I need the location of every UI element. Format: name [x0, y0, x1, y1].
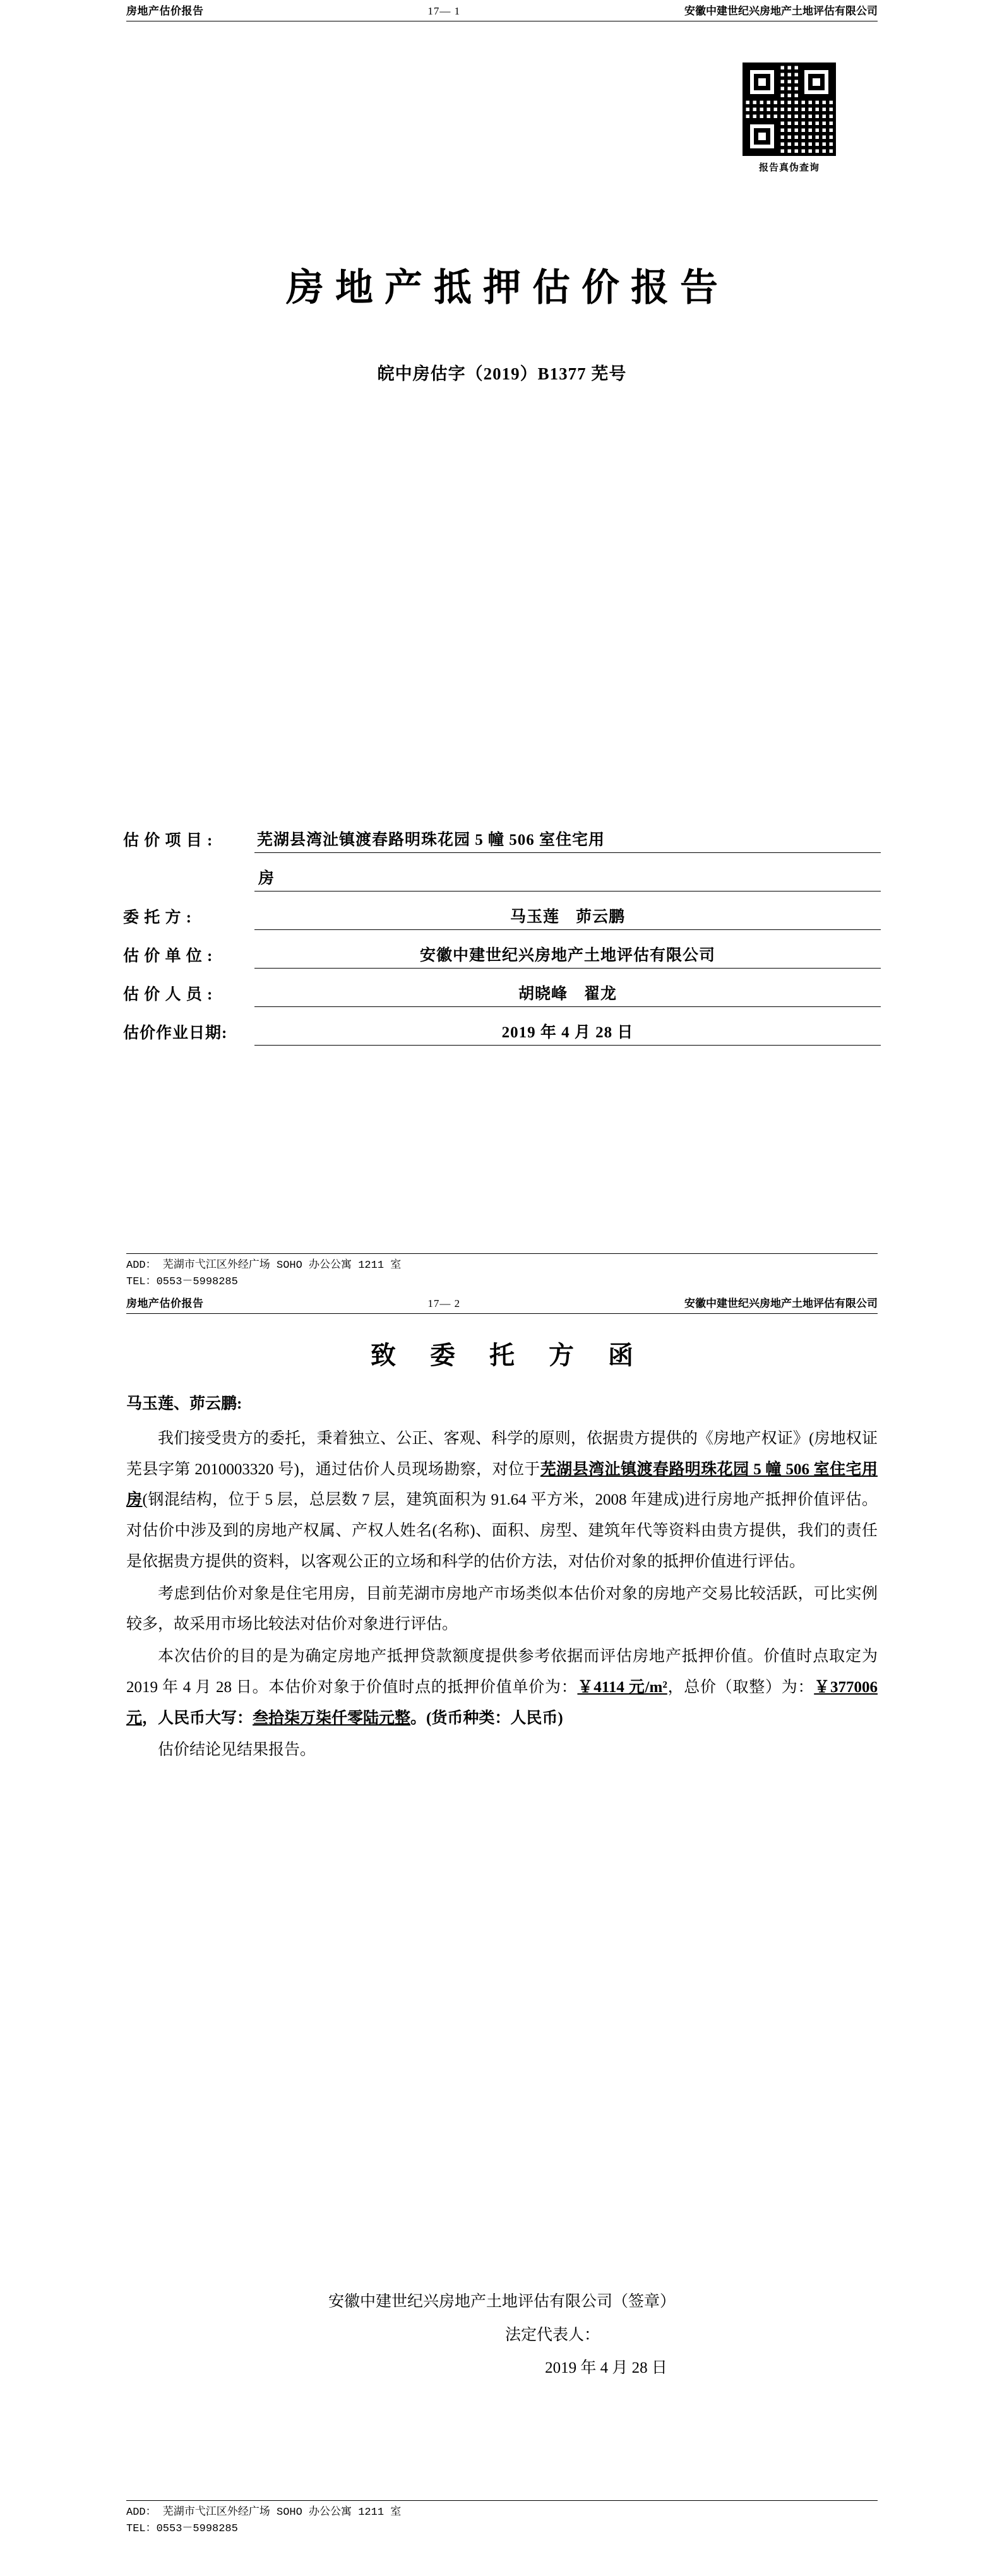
field-row-date	[123, 1020, 881, 1046]
letter-paragraph-1	[126, 1424, 878, 1578]
field-label-date: 估价作业日期:	[123, 1025, 228, 1042]
para2-seg1: 考虑到估价对象是住宅用房，目前芜湖市房地产市场类似本估价对象的房地产交易比较活跃，可比实例较多，故采用市场比较法对估价对象进行评估。	[126, 1585, 878, 1633]
para3-seg1: 本次估价的目的是为确定房地产抵押贷款额度提供参考依据而评估房地产抵押价值。价值时点取定为 2019 年 4 月 28 日。本估价对象于价值时点的抵押价值单价为：	[126, 1648, 878, 1696]
letter-salutation: 马玉莲、茆云鹏:	[126, 1395, 242, 1412]
footer2-address-line: ADD： 芜湖市弋江区外经广场 SOHO 办公公寓 1211 室	[126, 2507, 402, 2519]
page2-footer	[126, 2500, 878, 2538]
header2-left-text: 房地产估价报告	[126, 1297, 204, 1309]
letter-body	[126, 1389, 878, 1767]
field-label-client: 委 托 方 :	[123, 909, 193, 926]
header-company-name: 安徽中建世纪兴房地产土地评估有限公司	[684, 5, 878, 17]
signature-legal-rep: 法定代表人：	[504, 2326, 600, 2344]
letter-paragraph-4	[126, 1735, 878, 1766]
footer-address-line: ADD： 芜湖市弋江区外经广场 SOHO 办公公寓 1211 室	[126, 1260, 402, 1272]
page1-footer	[126, 1253, 878, 1291]
field-row-appraisal-company	[123, 943, 881, 969]
para3-seg5: ，人民币大写：	[142, 1709, 253, 1727]
header2-page-number: 17— 2	[427, 1297, 461, 1309]
qr-code-icon[interactable]	[742, 62, 837, 157]
field-row-project-continuation	[123, 866, 881, 891]
header-page-number: 17— 1	[427, 5, 461, 17]
footer-tel-line: TEL：0553－5998285	[126, 1276, 238, 1289]
cover-report-code: 皖中房估字（2019）B1377 芜号	[377, 364, 627, 383]
field-row-appraisers	[123, 981, 881, 1007]
para4-seg1: 估价结论见结果报告。	[158, 1741, 316, 1759]
qr-finder-bottom-left	[745, 119, 779, 153]
page2-running-header	[126, 1297, 878, 1314]
para3-seg3: ，总价（取整）为：	[667, 1678, 814, 1696]
qr-verification-block	[736, 62, 843, 174]
cover-title: 房地产抵押估价报告	[286, 267, 729, 309]
field-value-project[interactable]: 芜湖县湾沚镇渡春路明珠花园 5 幢 506 室住宅用	[254, 827, 881, 853]
field-row-client	[123, 904, 881, 930]
signature-company: 安徽中建世纪兴房地产土地评估有限公司（签章）	[328, 2293, 676, 2310]
para3-amount-words: 叁拾柒万柒仟零陆元整	[253, 1709, 411, 1727]
field-spacer	[123, 866, 254, 891]
field-value-date[interactable]: 2019 年 4 月 28 日	[254, 1020, 881, 1046]
para1-seg3: (钢混结构，位于 5 层，总层数 7 层，建筑面积为 91.64 平方米，2008 年建成)进行房地产抵押价值评估。对估价中涉及到的房地产权属、产权人姓名(名称)、面积、房型、建筑年代等资料由贵方提供，我们的责任是依据贵方提供的资料，以客观公正的立场和科学的估价方法，对估价对象的抵押价值进行评估。	[126, 1491, 878, 1570]
page1-running-header	[126, 5, 878, 21]
field-value-client[interactable]: 马玉莲 茆云鹏	[254, 904, 881, 930]
footer2-tel-line: TEL：0553－5998285	[126, 2523, 238, 2536]
field-row-project	[123, 827, 881, 853]
para3-unit-price: ￥4114 元/m²	[577, 1678, 667, 1696]
para1-seg1: 我们接受贵方的委托，秉着独立、公正、客观、科学的原则，依据贵方提供的《房地产权证》(房地权证芜县字第 2010003320 号)，通过估价人员现场勘察，对位于	[126, 1429, 878, 1478]
field-value-project-continuation[interactable]: 房	[254, 866, 881, 891]
field-value-appraisal-company[interactable]: 安徽中建世纪兴房地产土地评估有限公司	[254, 943, 881, 969]
letter-paragraph-3	[126, 1642, 878, 1734]
para3-total-price: ￥377006 元	[126, 1678, 878, 1727]
para1-seg2-property: 芜湖县湾沚镇渡春路明珠花园 5 幢 506 室住宅用房	[126, 1460, 878, 1509]
signature-block	[126, 2286, 878, 2385]
header2-company-name: 安徽中建世纪兴房地产土地评估有限公司	[684, 1297, 878, 1309]
field-label-project: 估 价 项 目 :	[123, 832, 213, 849]
qr-caption: 报告真伪查询	[758, 163, 820, 173]
letter-paragraph-2	[126, 1579, 878, 1641]
para3-seg7: 。(货币种类：人民币)	[410, 1709, 563, 1727]
header-left-text: 房地产估价报告	[126, 5, 204, 17]
field-label-appraisal-company: 估 价 单 位 :	[123, 948, 213, 965]
letter-title: 致 委 托 方 函	[371, 1341, 647, 1369]
field-label-appraisers: 估 价 人 员 :	[123, 986, 213, 1003]
field-value-appraisers[interactable]: 胡晓峰 翟龙	[254, 981, 881, 1007]
signature-date: 2019 年 4 月 28 日	[545, 2359, 667, 2376]
cover-field-list	[123, 827, 881, 1058]
